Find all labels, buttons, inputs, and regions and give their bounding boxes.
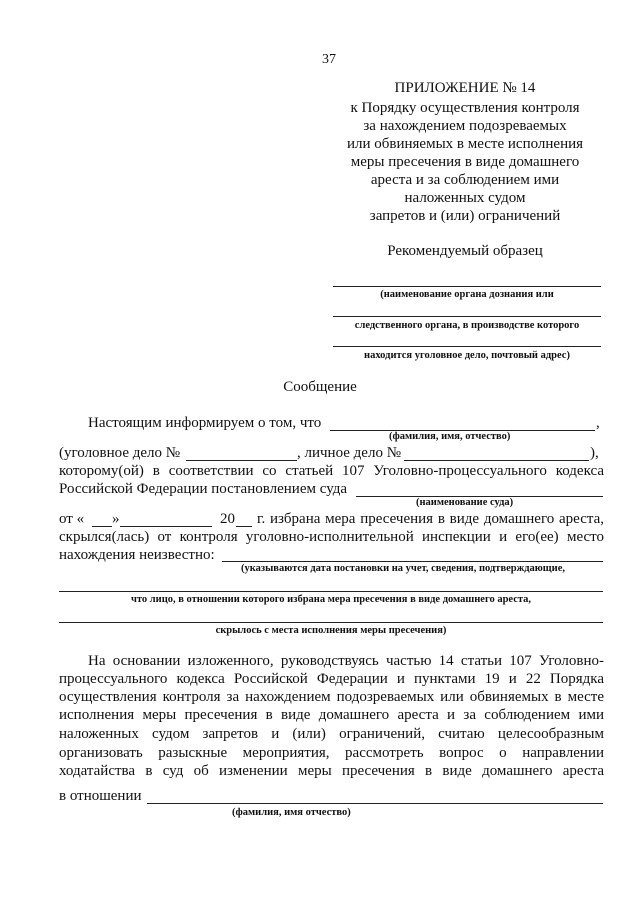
body-line: , личное дело № (297, 445, 402, 461)
para2-line: исполнения меры пресечения в виде домашнего ареста и за соблюдением ими (59, 707, 604, 723)
para2-line: организовать разыскные мероприятия, рассмотреть вопрос о направлении (59, 745, 604, 761)
body-comma: , (596, 415, 600, 431)
blank-month (120, 526, 212, 527)
sample-label: Рекомендуемый образец (387, 243, 543, 259)
blank-year (236, 526, 252, 527)
appendix-title: ПРИЛОЖЕНИЕ № 14 (394, 80, 536, 96)
addressee-line-3 (333, 346, 601, 347)
addressee-line-1 (333, 286, 601, 287)
para2-line: наложенных судом запретов и (или) ограничений, считаю целесообразным (59, 726, 604, 742)
appendix-line: за нахождением подозреваемых (363, 118, 567, 134)
caption-reasons: что лицо, в отношении которого избрана мера пресечения в виде домашнего ареста, (130, 594, 532, 605)
body-line: Российской Федерации постановлением суда (59, 481, 348, 497)
para2-line: в отношении (59, 788, 142, 804)
addressee-caption: следственного органа, в производстве которого (354, 320, 580, 331)
blank-fio-2 (147, 803, 603, 804)
caption-court: (наименование суда) (416, 497, 514, 508)
body-line: Настоящим информируем о том, что (88, 415, 322, 431)
body-line: 20 (220, 511, 235, 527)
para2-line: осуществления контроля за нахождением подозреваемых или обвиняемых в месте (59, 689, 604, 705)
blank-reasons-3 (59, 622, 603, 623)
addressee-caption: (наименование органа дознания или (380, 289, 554, 300)
addressee-line-2 (333, 316, 601, 317)
blank-reasons-2 (59, 591, 603, 592)
para2-line: На основании изложенного, руководствуясь частью 14 статьи 107 Уголовно- (88, 653, 604, 669)
body-line: » (112, 511, 120, 527)
blank-case-number (186, 460, 297, 461)
appendix-line: ареста и за соблюдением ими (370, 172, 560, 188)
para2-line: процессуального кодекса Российской Федерации и пунктами 19 и 22 Порядка (59, 671, 604, 687)
body-line: (уголовное дело № (59, 445, 181, 461)
body-line: ), (590, 445, 599, 461)
appendix-line: или обвиняемых в месте исполнения (346, 136, 584, 152)
caption-reasons: скрылось с места исполнения меры пресечения) (215, 625, 447, 636)
caption-fio: (фамилия, имя, отчество) (389, 431, 511, 442)
caption-reasons: (указываются дата постановки на учет, сведения, подтверждающие, (241, 563, 566, 574)
appendix-line: меры пресечения в виде домашнего (350, 154, 580, 170)
blank-reasons (222, 561, 603, 562)
appendix-line: запретов и (или) ограничений (369, 208, 561, 224)
body-line: от « (59, 511, 85, 527)
appendix-line: к Порядку осуществления контроля (350, 100, 580, 116)
blank-personal-file (404, 460, 589, 461)
addressee-caption: находится уголовное дело, почтовый адрес) (364, 350, 570, 361)
message-title: Сообщение (283, 379, 357, 395)
appendix-line: наложенных судом (404, 190, 526, 206)
para2-line: ходатайства в суд об изменении меры пресечения в виде домашнего ареста (59, 763, 604, 779)
page-number: 37 (322, 52, 336, 67)
body-line: нахождения неизвестно: (59, 547, 215, 563)
blank-day (92, 526, 112, 527)
caption-fio-2: (фамилия, имя отчество) (232, 807, 351, 818)
body-line: г. избрана мера пресечения в виде домашнего ареста, (257, 511, 604, 527)
body-line: скрылся(лась) от контроля уголовно-исполнительной инспекции и его(ее) место (59, 529, 604, 545)
body-line: которому(ой) в соответствии со статьей 107 Уголовно-процессуального кодекса (59, 463, 604, 479)
